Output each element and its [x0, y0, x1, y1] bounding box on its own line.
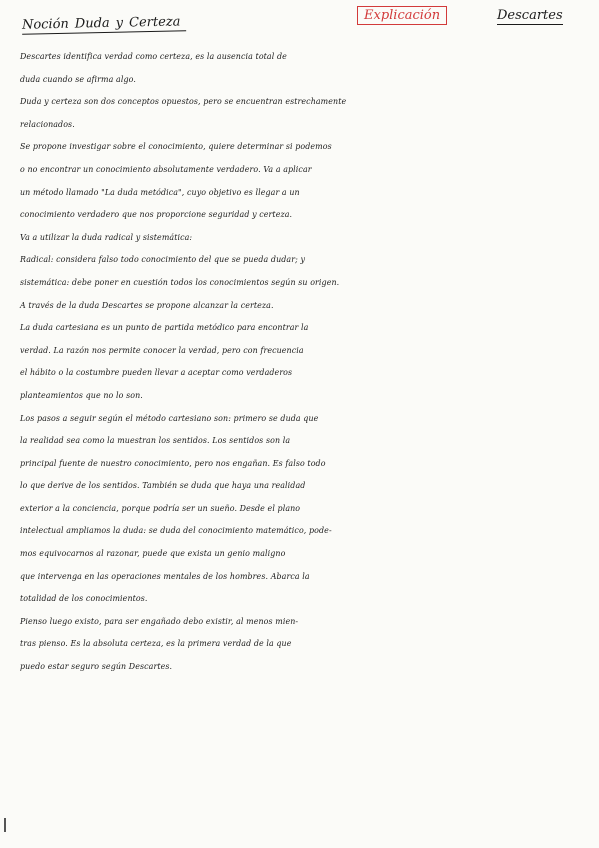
text-line: la realidad sea como la muestran los sentidos. Los sentidos son la — [20, 436, 291, 446]
author-label: Descartes — [497, 8, 563, 23]
title-word: Duda — [74, 15, 110, 32]
text-line: conocimiento verdadero que nos proporcione seguridad y certeza. — [20, 210, 293, 220]
margin-mark — [4, 818, 6, 832]
handwritten-text — [20, 46, 585, 679]
page-title — [22, 14, 187, 34]
text-line: intelectual ampliamos la duda: se duda del conocimiento matemático, pode- — [20, 526, 332, 536]
section-label-box: Explicación — [357, 6, 447, 25]
text-line: que intervenga en las operaciones mentales de los hombres. Abarca la — [20, 571, 310, 581]
text-line: tras pienso. Es la absoluta certeza, es la primera verdad de la que — [20, 639, 292, 649]
text-line: Los pasos a seguir según el método cartesiano son: primero se duda que — [20, 413, 319, 423]
text-line: mos equivocarnos al razonar, puede que exista un genio maligno — [20, 549, 286, 559]
text-line: Radical: considera falso todo conocimiento del que se pueda dudar; y — [20, 255, 306, 265]
text-line: el hábito o la costumbre pueden llevar a aceptar como verdaderos — [20, 368, 293, 378]
text-line: Va a utilizar la duda radical y sistemática: — [20, 232, 193, 242]
text-line: duda cuando se afirma algo. — [20, 74, 136, 84]
text-line: lo que derive de los sentidos. También se duda que haya una realidad — [20, 481, 306, 491]
text-line: Duda y certeza son dos conceptos opuestos, pero se encuentran estrechamente — [20, 97, 347, 107]
text-line: sistemática: debe poner en cuestión todos los conocimientos según su origen. — [20, 277, 340, 287]
text-line: planteamientos que no lo son. — [20, 390, 143, 400]
text-line: A través de la duda Descartes se propone alcanzar la certeza. — [20, 300, 274, 310]
page-header — [0, 6, 599, 40]
text-line: Se propone investigar sobre el conocimiento, quiere determinar si podemos — [20, 142, 332, 152]
title-word: y — [115, 15, 124, 31]
text-line: La duda cartesiana es un punto de partida metódico para encontrar la — [20, 323, 309, 333]
title-word: Noción — [21, 16, 69, 33]
text-line: Pienso luego existo, para ser engañado debo existir, al menos mien- — [20, 616, 299, 626]
text-line: verdad. La razón nos permite conocer la verdad, pero con frecuencia — [20, 345, 304, 355]
text-line: o no encontrar un conocimiento absolutamente verdadero. Va a aplicar — [20, 164, 312, 174]
text-line: principal fuente de nuestro conocimiento, pero nos engañan. Es falso todo — [20, 458, 326, 468]
text-line: un método llamado "La duda metódica", cuyo objetivo es llegar a un — [20, 187, 300, 197]
text-line: relacionados. — [20, 119, 75, 129]
title-word: Certeza — [128, 14, 181, 31]
text-line: puedo estar seguro según Descartes. — [20, 662, 173, 672]
text-line: totalidad de los conocimientos. — [20, 594, 148, 604]
text-line: exterior a la conciencia, porque podría ser un sueño. Desde el plano — [20, 503, 301, 513]
text-line: Descartes identifica verdad como certeza, es la ausencia total de — [20, 52, 287, 61]
